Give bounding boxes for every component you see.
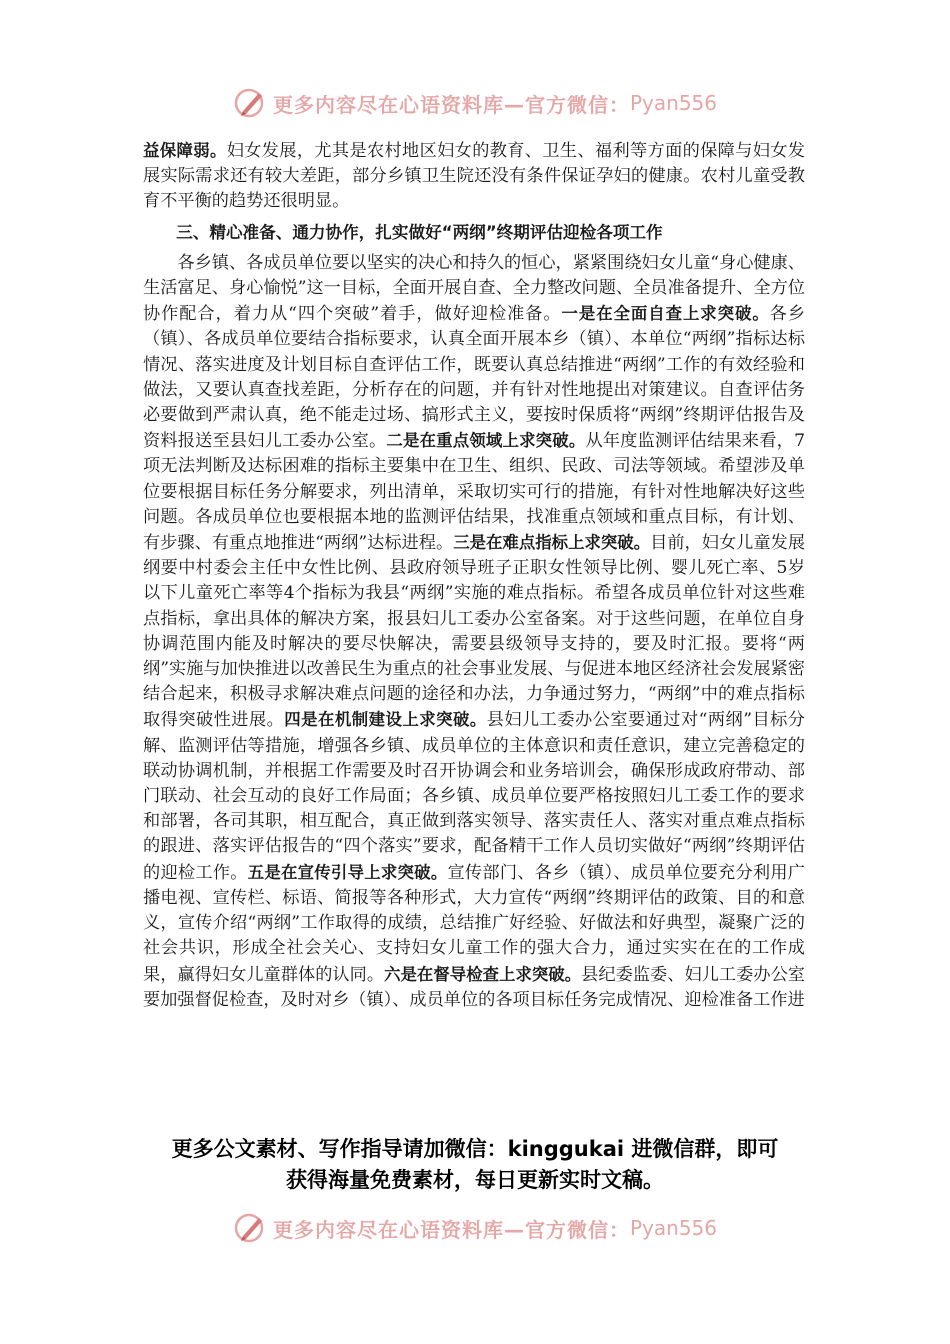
intro-text: 各乡镇、各成员单位要以坚实的决心和持久的恒心，紧紧围绕妇女儿童“身心健康、生活富足、身心愉悦”这一目标，全面开展自查、全力整改问题、全员准备提升、全方位协作配合，着力从“四个突破”着手，做好迎检准备。 <box>143 252 805 325</box>
paragraph-main <box>143 251 805 1013</box>
point-2-text: 从年度监测评估结果来看，7项无法判断及达标困难的指标主要集中在卫生、组织、民政、司法等领域。希望涉及单位要根据目标任务分解要求，列出清单，采取切实可行的措施，有针对性地解决好这些问题。各成员单位也要根据本地的监测评估结果，找准重点领域和重点目标，有计划、有步骤、有重点地推进“两纲”达标进程。 <box>143 431 806 554</box>
watermark-header <box>0 83 950 123</box>
bold-lead: 益保障弱。 <box>143 141 227 160</box>
paragraph-text: 妇女发展，尤其是农村地区妇女的教育、卫生、福利等方面的保障与妇女发展实际需求还有较大差距，部分乡镇卫生院还没有条件保证孕妇的健康。农村儿童受教育不平衡的趋势还很明显。 <box>143 141 806 212</box>
promo-line-2: 获得海量免费素材，每日更新实时文稿。 <box>286 1168 664 1192</box>
point-4-heading: 四是在机制建设上求突破。 <box>284 710 487 730</box>
watermark-wechat-id: Pyan556 <box>629 1216 717 1240</box>
point-3-text: 目前，妇女儿童发展纲要中村委会主任中女性比例、县政府领导班子正职女性领导比例、婴儿死亡率、5岁以下儿童死亡率等4个指标为我县“两纲”实施的难点指标。希望各成员单位针对这些难点指标，拿出具体的解决方案，报县妇儿工委办公室备案。对于这些问题，在单位自身协调范围内能及时解决的要尽快解决，需要县级领导支持的，要及时汇报。要将“两纲”实施与加快推进以改善民生为重点的社会事业发展、与促进本地区经济社会发展紧密结合起来，积极寻求解决难点问题的途径和办法，力争通过努力，“两纲”中的难点指标取得突破性进展。 <box>143 533 806 731</box>
watermark-text: 更多内容尽在心语资料库—官方微信： <box>272 92 630 117</box>
point-5-text: 宣传部门、各乡（镇）、成员单位要充分利用广播电视、宣传栏、标语、简报等各种形式，大力宣传“两纲”终期评估的政策、目的和意义，宣传介绍“两纲”工作取得的成绩，总结推广好经验、好做法和好典型，凝聚广泛的社会共识，形成全社会关心、支持妇女儿童工作的强大合力，通过实实在在的工作成果，赢得妇女儿童群体的认同。 <box>143 862 805 985</box>
point-6-heading: 六是在督导检查上求突破。 <box>384 964 582 984</box>
section-heading: 三、精心准备、通力协作，扎实做好“两纲”终期评估迎检各项工作 <box>176 222 663 242</box>
paragraph-continuation <box>143 138 805 215</box>
point-4-text: 县妇儿工委办公室要通过对“两纲”目标分解、监测评估等措施，增强各乡镇、成员单位的主体意识和责任意识，建立完善稳定的联动协调机制，并根据工作需要及时召开协调会和业务培训会，确保形成政府带动、部门联动、社会互动的良好工作局面；各乡镇、成员单位要严格按照妇儿工委工作的要求和部署，各司其职，相互配合，真正做到落实领导、落实责任人、落实对重点难点指标的跟进、落实评估报告的“四个落实”要求，配备精干工作人员切实做好“两纲”终期评估的迎检工作。 <box>143 710 805 883</box>
point-1-heading: 一是在全面自查上求突破。 <box>561 304 770 324</box>
document-body <box>143 138 805 1013</box>
promo-banner <box>100 1134 850 1196</box>
pen-logo-icon <box>233 1210 269 1246</box>
point-3-heading: 三是在难点指标上求突破。 <box>453 533 651 553</box>
watermark-footer <box>0 1208 950 1248</box>
point-1-text: 各乡（镇）、各成员单位要结合指标要求，认真全面开展本乡（镇）、本单位“两纲”指标达标情况、落实进度及计划目标自查评估工作，既要认真总结推进“两纲”工作的有效经验和做法，又要认真查找差距，分析存在的问题，并有针对性地提出对策建议。自查评估务必要做到严肃认真，绝不能走过场、搞形式主义，要按时保质将“两纲”终期评估报告及资料报送至县妇儿工委办公室。 <box>143 304 805 452</box>
point-2-heading: 二是在重点领域上求突破。 <box>386 431 586 451</box>
watermark-wechat-id: Pyan556 <box>629 91 717 115</box>
watermark-text: 更多内容尽在心语资料库—官方微信： <box>272 1217 630 1242</box>
point-5-heading: 五是在宣传引导上求突破。 <box>247 862 448 882</box>
promo-line-1: 更多公文素材、写作指导请加微信：kinggukai 进微信群，即可 <box>171 1137 779 1161</box>
pen-logo-icon <box>233 85 269 121</box>
point-6-text: 县纪委监委、妇儿工委办公室要加强督促检查，及时对乡（镇）、成员单位的各项目标任务完成情况、迎检准备工作进 <box>143 964 805 1010</box>
